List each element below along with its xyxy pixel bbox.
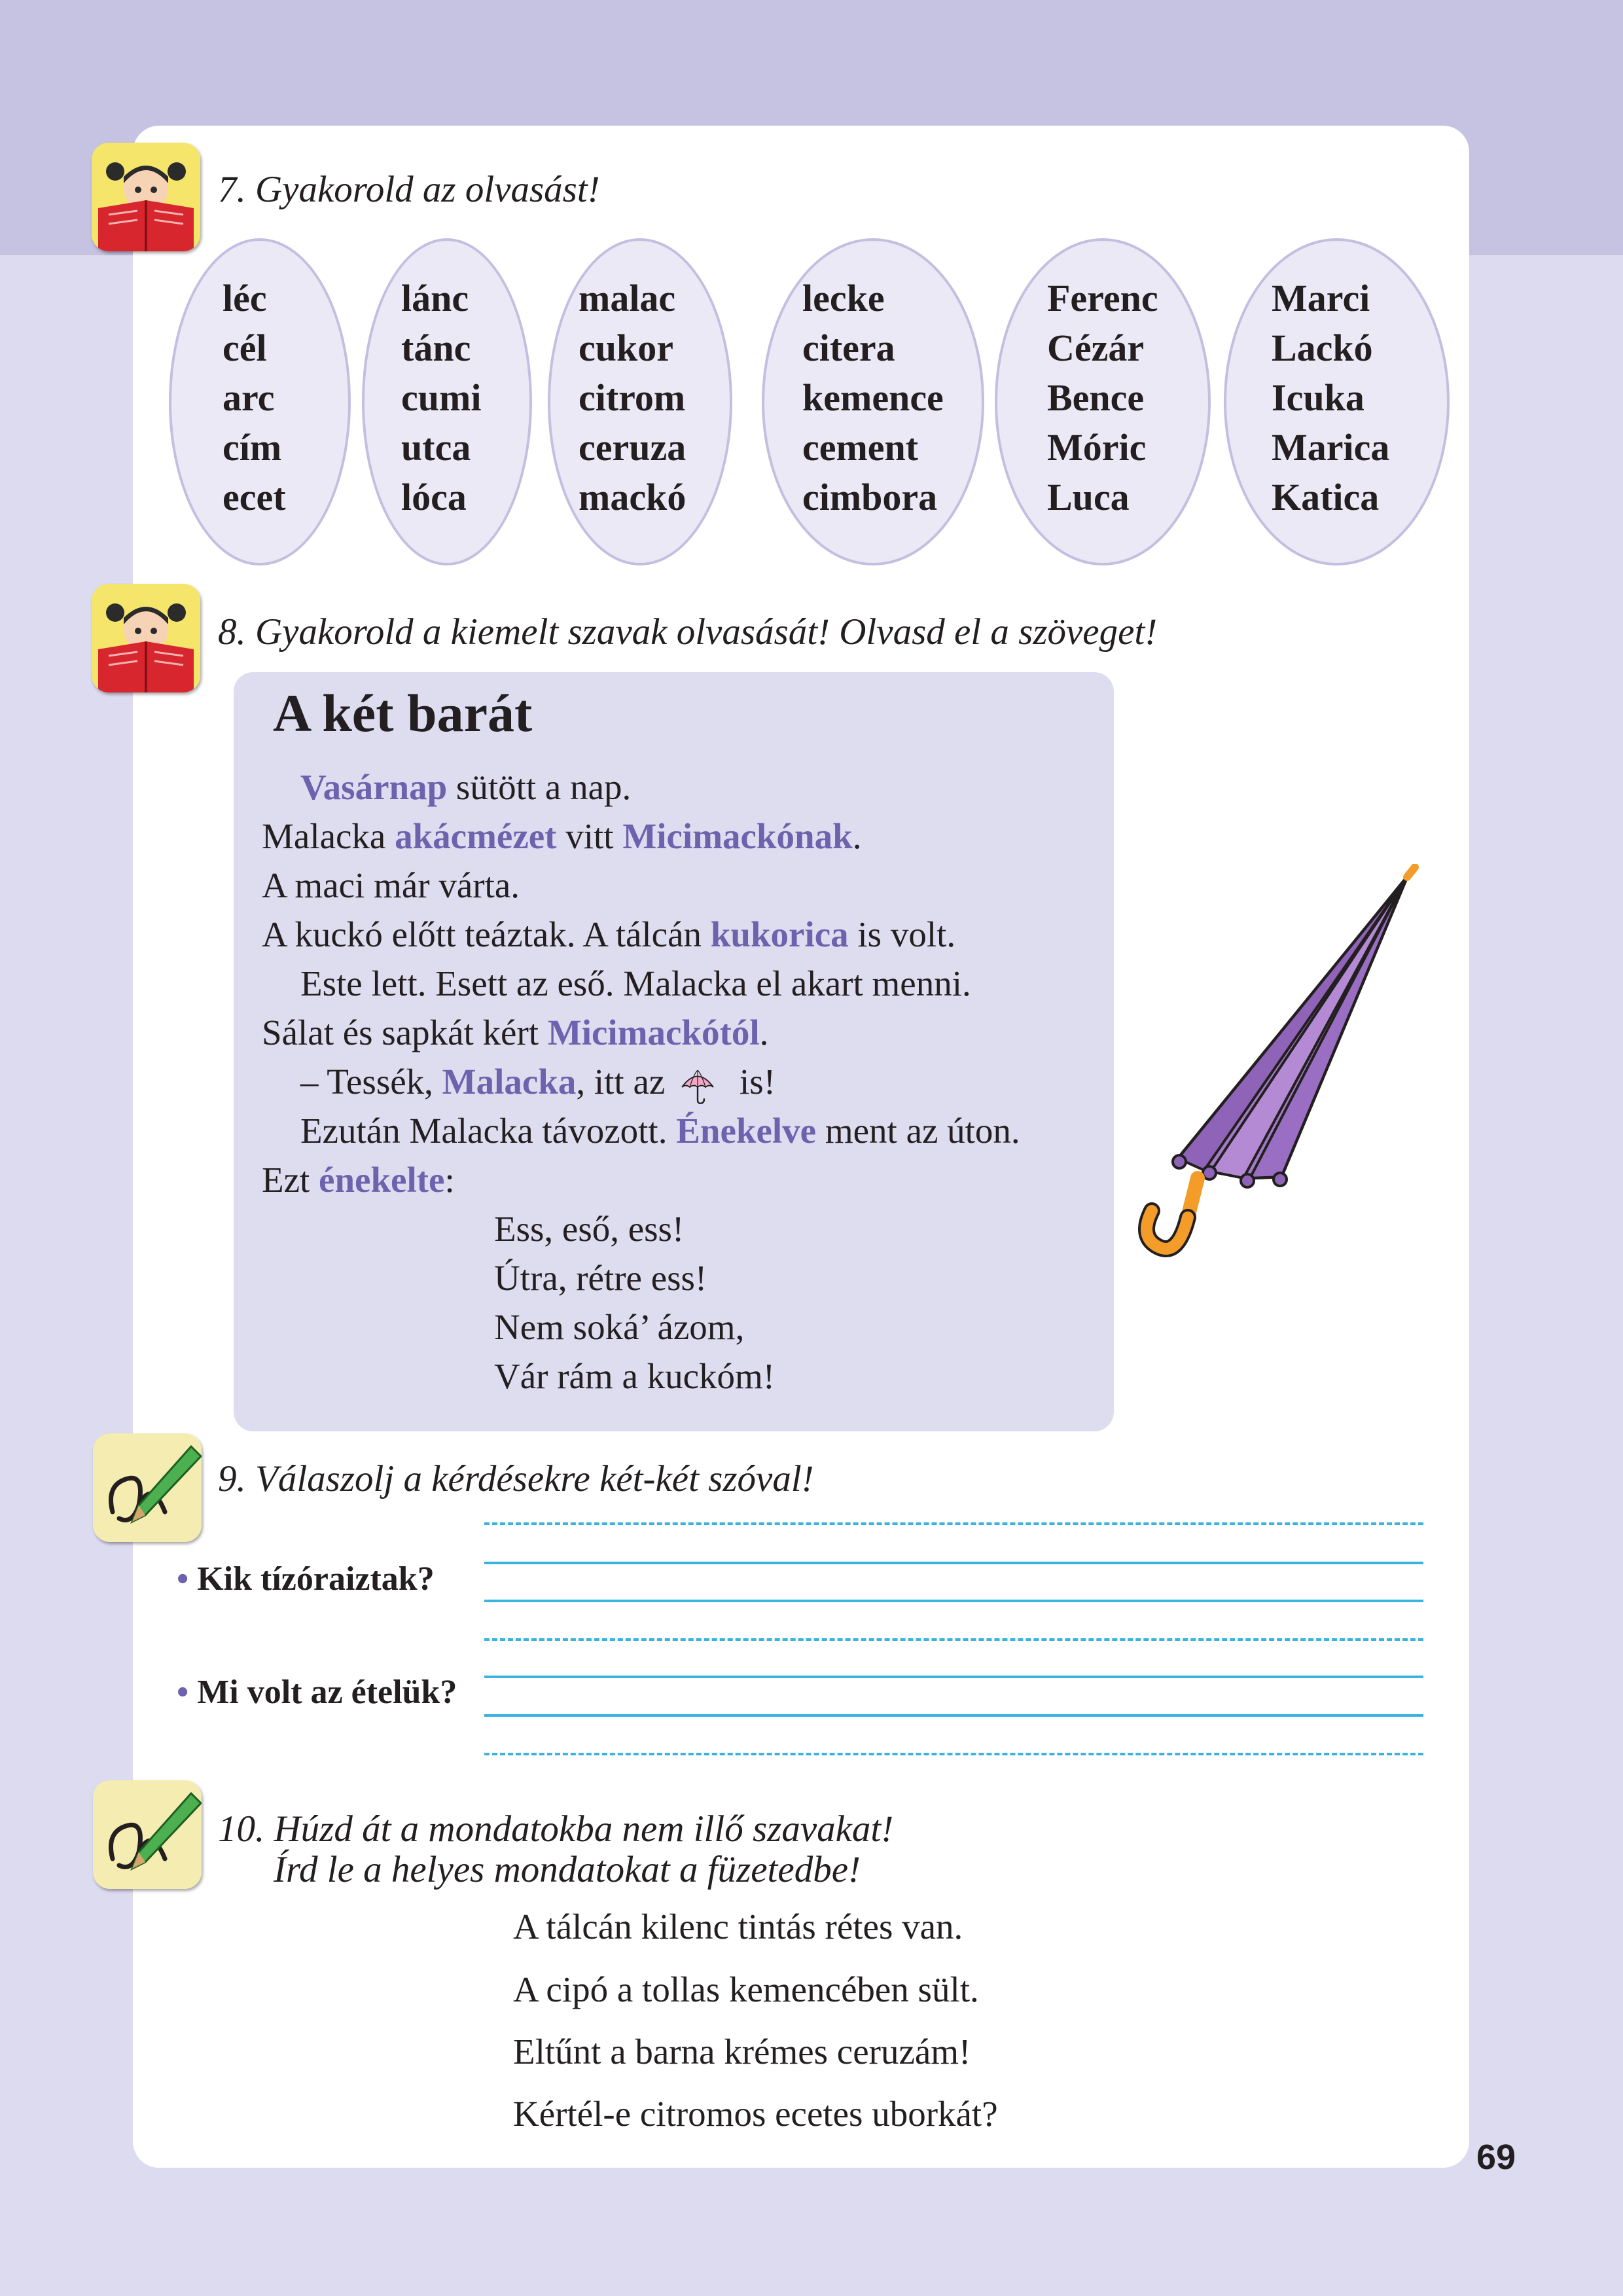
- small-pink-umbrella-icon: [665, 1066, 730, 1105]
- story-text: Malacka: [262, 816, 395, 856]
- word: Marci: [1272, 277, 1370, 319]
- word-column-3: [579, 274, 686, 522]
- task-9-instruction: 9. Válaszolj a kérdésekre két-két szóval!: [218, 1458, 814, 1499]
- task-8-instruction: 8. Gyakorold a kiemelt szavak olvasását! Olvasd el a szöveget!: [218, 611, 1158, 653]
- task-10-instruction-line-2: Írd le a helyes mondatokat a füzetedbe!: [274, 1849, 861, 1890]
- story-title: A két barát: [273, 683, 533, 743]
- writing-line-solid: [484, 1600, 1423, 1602]
- story-text: , itt az: [576, 1062, 666, 1102]
- story-text: .: [852, 816, 862, 856]
- word: cím: [223, 426, 282, 469]
- sentence-1: A tálcán kilenc tintás rétes van.: [513, 1907, 963, 1946]
- poem-line-4: Vár rám a kuckóm!: [494, 1356, 776, 1396]
- task-10-instruction: 10. Húzd át a mondatokba nem illő szavakat!: [218, 1808, 894, 1850]
- highlighted-word: énekelte: [319, 1160, 445, 1200]
- story-line-9: [262, 1160, 455, 1200]
- girl-reading-book-icon: [92, 584, 200, 692]
- question-text: Kik tízóraiztak?: [197, 1560, 435, 1598]
- word: citrom: [579, 376, 686, 419]
- story-line-7: [300, 1062, 776, 1105]
- word: Cézár: [1047, 327, 1145, 369]
- word: utca: [401, 426, 471, 469]
- highlighted-word: Malacka: [442, 1062, 577, 1102]
- story-line-3: [262, 866, 520, 905]
- word: Luca: [1047, 476, 1130, 518]
- poem-line-1: Ess, eső, ess!: [494, 1209, 685, 1249]
- word: Marica: [1272, 426, 1390, 469]
- sentence-2: A cipó a tollas kemencében sült.: [513, 1969, 979, 2009]
- story-text: .: [759, 1013, 769, 1052]
- purple-umbrella-illustration: [1132, 864, 1420, 1283]
- word: cumi: [401, 376, 482, 419]
- sentence-3: Eltűnt a barna krémes ceruzám!: [513, 2032, 971, 2072]
- word: Ferenc: [1047, 277, 1158, 319]
- story-line-8: [300, 1111, 1020, 1151]
- word: Icuka: [1272, 376, 1364, 419]
- story-text: – Tessék,: [300, 1062, 442, 1102]
- word: lecke: [802, 277, 885, 319]
- bullet: •: [177, 1560, 189, 1598]
- story-text: vitt: [556, 816, 623, 856]
- word: lóca: [401, 476, 467, 518]
- pencil-writing-icon: [93, 1433, 202, 1542]
- word: cél: [223, 327, 267, 369]
- word: arc: [223, 376, 275, 419]
- question-2: [177, 1673, 457, 1712]
- writing-line-solid: [484, 1676, 1423, 1678]
- story-text: sütött a nap.: [447, 767, 632, 807]
- question-1: [177, 1560, 435, 1598]
- story-line-2: [262, 817, 861, 856]
- story-line-1: [300, 768, 631, 807]
- word-column-1: [223, 274, 286, 522]
- word-column-2: [401, 274, 481, 522]
- story-line-6: [262, 1013, 768, 1052]
- word: tánc: [401, 327, 471, 369]
- task-7-instruction: 7. Gyakorold az olvasást!: [218, 169, 600, 210]
- poem-line-2: Útra, rétre ess!: [494, 1258, 707, 1298]
- word: Lackó: [1272, 327, 1373, 369]
- writing-line-dashed: [484, 1753, 1423, 1755]
- highlighted-word: akácmézet: [395, 816, 557, 856]
- writing-line-dashed: [484, 1638, 1423, 1641]
- word: Katica: [1272, 476, 1380, 518]
- highlighted-word: Micimackónak: [622, 816, 853, 856]
- word-column-6: [1272, 274, 1389, 522]
- word: Bence: [1047, 376, 1145, 419]
- writing-line-solid: [484, 1562, 1423, 1564]
- word-column-5: [1047, 274, 1158, 522]
- story-text: is volt.: [848, 914, 956, 954]
- word: kemence: [802, 376, 944, 419]
- word: mackó: [579, 476, 687, 518]
- story-text: A kuckó előtt teáztak. A tálcán: [262, 914, 711, 954]
- word: ceruza: [579, 426, 687, 469]
- story-text: Ezután Malacka távozott.: [300, 1111, 677, 1151]
- story-text: ment az úton.: [816, 1111, 1020, 1151]
- word: cimbora: [802, 476, 938, 518]
- word: citera: [802, 327, 895, 369]
- highlighted-word: Vasárnap: [300, 767, 448, 807]
- highlighted-word: kukorica: [710, 914, 849, 954]
- story-line-4: [262, 915, 955, 954]
- word: cement: [802, 426, 919, 469]
- word: cukor: [579, 327, 673, 369]
- word: ecet: [223, 476, 286, 518]
- story-text: Sálat és sapkát kért: [262, 1013, 548, 1052]
- story-text: Este lett. Esett az eső. Malacka el akart menni.: [300, 963, 971, 1003]
- story-text: Ezt: [262, 1160, 319, 1200]
- writing-line-solid: [484, 1714, 1423, 1717]
- girl-reading-book-icon: [92, 143, 200, 251]
- pencil-writing-icon: [93, 1780, 202, 1889]
- highlighted-word: Énekelve: [676, 1111, 817, 1151]
- story-text: is!: [730, 1062, 776, 1102]
- writing-line-dashed: [484, 1522, 1423, 1525]
- question-text: Mi volt az ételük?: [197, 1674, 457, 1711]
- word: Móric: [1047, 426, 1147, 469]
- sentence-4: Kértél-e citromos ecetes uborkát?: [513, 2094, 998, 2134]
- word: lánc: [401, 277, 469, 319]
- story-text: A maci már várta.: [262, 865, 520, 905]
- story-text: :: [444, 1160, 455, 1200]
- page-number: 69: [1476, 2138, 1516, 2177]
- word-column-4: [802, 274, 944, 522]
- bullet: •: [177, 1674, 189, 1711]
- word: malac: [579, 277, 676, 319]
- word: léc: [223, 277, 267, 319]
- poem-line-3: Nem soká’ ázom,: [494, 1307, 745, 1347]
- story-line-5: [300, 964, 971, 1003]
- highlighted-word: Micimackótól: [547, 1013, 760, 1052]
